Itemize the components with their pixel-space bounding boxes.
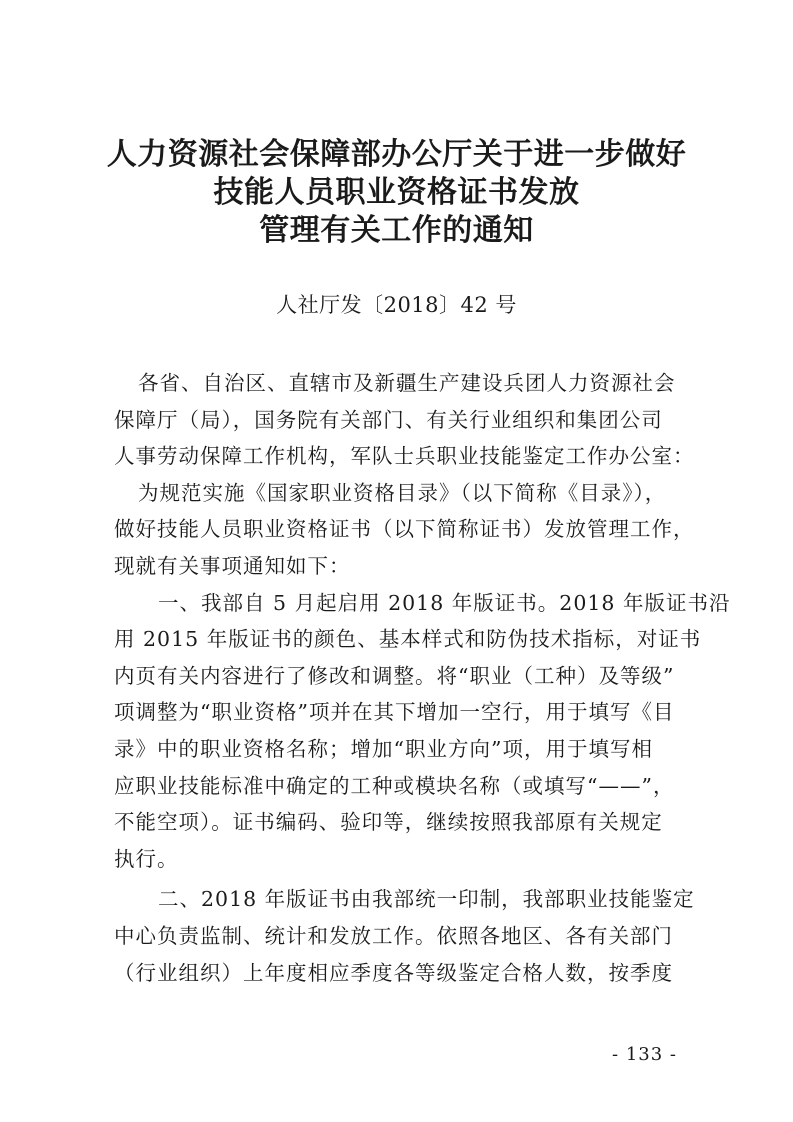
body-line: 二、2018 年版证书由我部统一印制，我部职业技能鉴定 (158, 887, 695, 912)
body-line: （行业组织）上年度相应季度各等级鉴定合格人数，按季度 (114, 960, 673, 985)
body-line: 执行。 (114, 846, 179, 871)
body-line: 项调整为“职业资格”项并在其下增加一空行，用于填写《目 (114, 700, 675, 725)
body-line: 做好技能人员职业资格证书（以下简称证书）发放管理工作， (114, 517, 695, 542)
addressee-line: 人事劳动保障工作机构，军队士兵职业技能鉴定工作办公室： (114, 444, 695, 469)
title-line: 人力资源社会保障部办公厅关于进一步做好 (106, 137, 687, 172)
body-line: 应职业技能标准中确定的工种或模块名称（或填写“——”， (114, 773, 675, 798)
body-line: 现就有关事项通知如下： (114, 553, 351, 578)
title-line: 技能人员职业资格证书发放 (213, 175, 580, 210)
body-line: 中心负责监制、统计和发放工作。依照各地区、各有关部门 (114, 923, 673, 948)
document-body (114, 365, 731, 991)
body-line: 为规范实施《国家职业资格目录》（以下简称《目录》）， (138, 480, 667, 505)
title-line: 管理有关工作的通知 (259, 213, 534, 248)
document-number: 人社厅发〔2018〕42 号 (276, 293, 517, 317)
body-line: 不能空项）。证书编码、验印等，继续按照我部原有关规定 (114, 810, 663, 835)
addressee-line: 保障厅（局），国务院有关部门、有关行业组织和集团公司 (114, 407, 663, 432)
body-line: 一、我部自 5 月起启用 2018 年版证书。2018 年版证书沿 (158, 590, 731, 615)
addressee-line: 各省、自治区、直辖市及新疆生产建设兵团人力资源社会 (138, 371, 676, 395)
body-line: 录》中的职业资格名称；增加“职业方向”项，用于填写相 (114, 736, 653, 761)
page-number: - 133 - (612, 1044, 677, 1065)
body-line: 用 2015 年版证书的颜色、基本样式和防伪技术指标，对证书 (114, 627, 702, 652)
body-line: 内页有关内容进行了修改和调整。将“职业（工种）及等级” (114, 663, 675, 688)
document-title (0, 136, 793, 250)
